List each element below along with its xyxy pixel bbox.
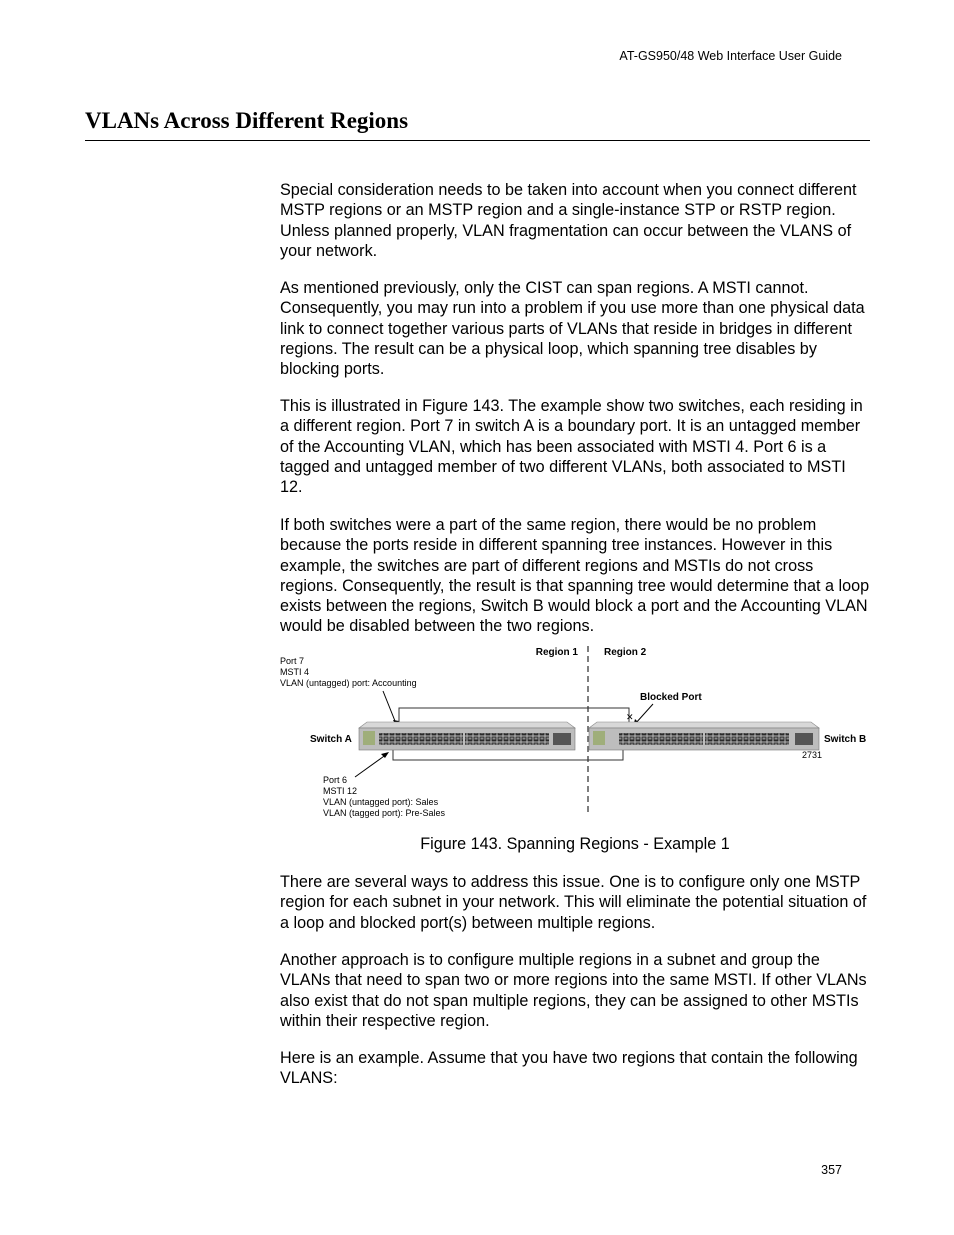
blocked-port-label: Blocked Port: [640, 692, 702, 703]
page-number: 357: [821, 1163, 842, 1177]
svg-text:✕: ✕: [626, 712, 634, 722]
switch-a-graphic: [359, 722, 575, 750]
port6-line-4: VLAN (tagged port): Pre-Sales: [323, 808, 446, 818]
port6-line-2: MSTI 12: [323, 786, 358, 796]
switch-b-graphic: [589, 722, 819, 750]
figure-caption: Figure 143. Spanning Regions - Example 1: [420, 835, 730, 853]
paragraph-2: As mentioned previously, only the CIST can span regions. A MSTI cannot. Consequently, you may run into a problem if you use more than one physical data link to connect together various parts of VLANs that reside in bridges in different regions. The result can be a physical loop, which spanning tree disables by blocking ports.: [280, 279, 865, 379]
paragraph-4: If both switches were a part of the same region, there would be no problem because the ports reside in different spanning tree instances. However in this example, the switches are part of different regions and MSTIs do not cross regions. Consequently, the result is that spanning tree would determine that a loop exists between the regions, Switch B would block a port and the Accounting VLAN would be disabled between the two regions.: [280, 516, 870, 636]
port6-line-3: VLAN (untagged port): Sales: [323, 797, 439, 807]
section-title: VLANs Across Different Regions: [85, 108, 409, 133]
region-1-label: Region 1: [535, 647, 578, 658]
port6-line-1: Port 6: [323, 775, 348, 785]
art-number: 2731: [802, 750, 823, 760]
port7-line-1: Port 7: [280, 656, 305, 666]
title-rule: [85, 140, 870, 141]
paragraph-6: Another approach is to configure multiple regions in a subnet and group the VLANs that need to span two or more regions into the same MSTI. If other VLANs also exist that do not span multiple regions, they can be assigned to other MSTIs within their respective region.: [280, 951, 867, 1030]
figure-spanning-regions: [275, 640, 875, 825]
figure-diagram: [275, 640, 875, 825]
paragraph-5: There are several ways to address this issue. One is to configure only one MSTP region for each subnet in your network. This will eliminate the potential situation of a loop and blocked port(s) between multiple regions.: [280, 873, 867, 932]
paragraph-3: This is illustrated in Figure 143. The example show two switches, each residing in a different region. Port 7 in switch A is a boundary port. It is an untagged member of the Accounting VLAN, which has been associated with MSTI 4. Port 6 is a tagged and untagged member of two different VLANs, both associated to MSTI 12.: [280, 397, 863, 497]
switch-b-label: Switch B: [824, 734, 867, 745]
port7-line-2: MSTI 4: [280, 667, 310, 677]
switch-a-label: Switch A: [310, 734, 352, 745]
port7-line-3: VLAN (untagged) port: Accounting: [280, 678, 417, 688]
running-header: AT-GS950/48 Web Interface User Guide: [619, 49, 842, 63]
paragraph-1: Special consideration needs to be taken into account when you connect different MSTP regions or an MSTP region and a single-instance STP or RSTP region. Unless planned properly, VLAN fragmentation can occur between the VLANS of your network.: [280, 181, 857, 260]
region-2-label: Region 2: [604, 647, 647, 658]
paragraph-7: Here is an example. Assume that you have two regions that contain the following VLANS:: [280, 1049, 858, 1088]
